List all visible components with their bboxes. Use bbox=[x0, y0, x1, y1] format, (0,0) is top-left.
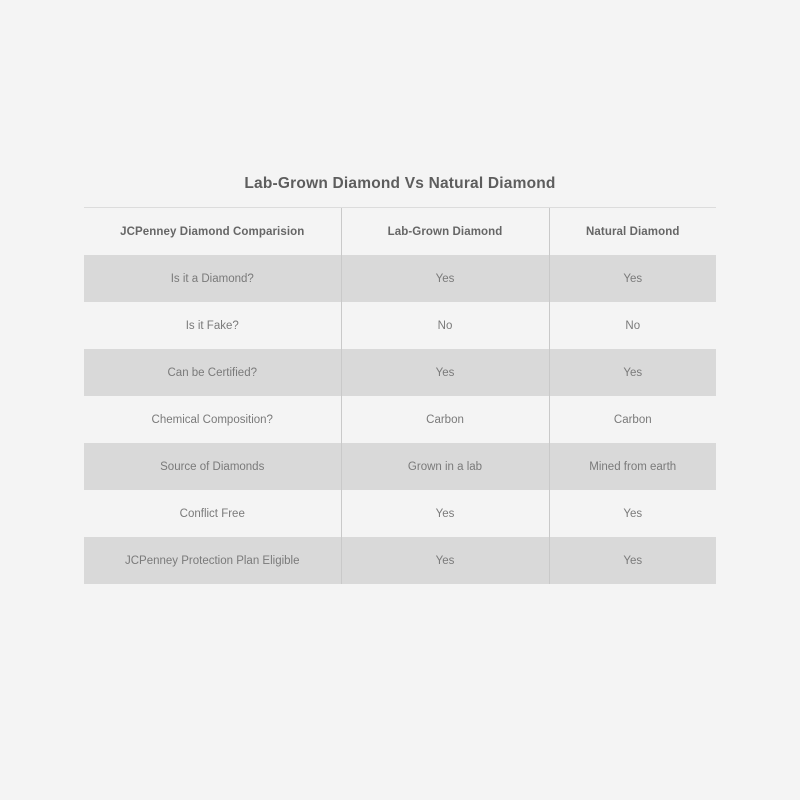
cell-natural: Yes bbox=[549, 490, 716, 537]
diamond-comparison-card bbox=[84, 175, 716, 584]
comparison-table bbox=[84, 208, 716, 584]
cell-natural: Yes bbox=[549, 255, 716, 302]
page-title: Lab-Grown Diamond Vs Natural Diamond bbox=[84, 175, 716, 208]
table-row bbox=[84, 349, 716, 396]
cell-feature: Is it a Diamond? bbox=[84, 255, 341, 302]
cell-feature: JCPenney Protection Plan Eligible bbox=[84, 537, 341, 584]
cell-natural: Mined from earth bbox=[549, 443, 716, 490]
column-header-lab-grown: Lab-Grown Diamond bbox=[341, 208, 549, 255]
cell-natural: Yes bbox=[549, 537, 716, 584]
cell-feature: Is it Fake? bbox=[185, 319, 239, 332]
cell-feature: Can be Certified? bbox=[84, 349, 341, 396]
table-row bbox=[84, 255, 716, 302]
cell-feature: Conflict Free bbox=[179, 507, 245, 520]
table-row bbox=[84, 443, 716, 490]
cell-feature: Chemical Composition? bbox=[151, 413, 273, 426]
cell-lab-grown: Grown in a lab bbox=[341, 443, 549, 490]
cell-lab-grown: Yes bbox=[341, 490, 549, 537]
cell-lab-grown: Yes bbox=[341, 537, 549, 584]
cell-lab-grown: Yes bbox=[341, 349, 549, 396]
table-row bbox=[84, 537, 716, 584]
table-row bbox=[84, 490, 716, 537]
cell-natural: No bbox=[549, 302, 716, 349]
cell-natural: Carbon bbox=[549, 396, 716, 443]
column-header-natural: Natural Diamond bbox=[549, 208, 716, 255]
cell-feature: Source of Diamonds bbox=[84, 443, 341, 490]
column-header-feature: JCPenney Diamond Comparision bbox=[120, 225, 305, 238]
cell-lab-grown: No bbox=[341, 302, 549, 349]
table-header-row bbox=[84, 208, 716, 255]
table-body bbox=[84, 255, 716, 584]
cell-natural: Yes bbox=[549, 349, 716, 396]
table-row bbox=[84, 396, 716, 443]
cell-lab-grown: Carbon bbox=[341, 396, 549, 443]
table-row bbox=[84, 302, 716, 349]
cell-lab-grown: Yes bbox=[341, 255, 549, 302]
